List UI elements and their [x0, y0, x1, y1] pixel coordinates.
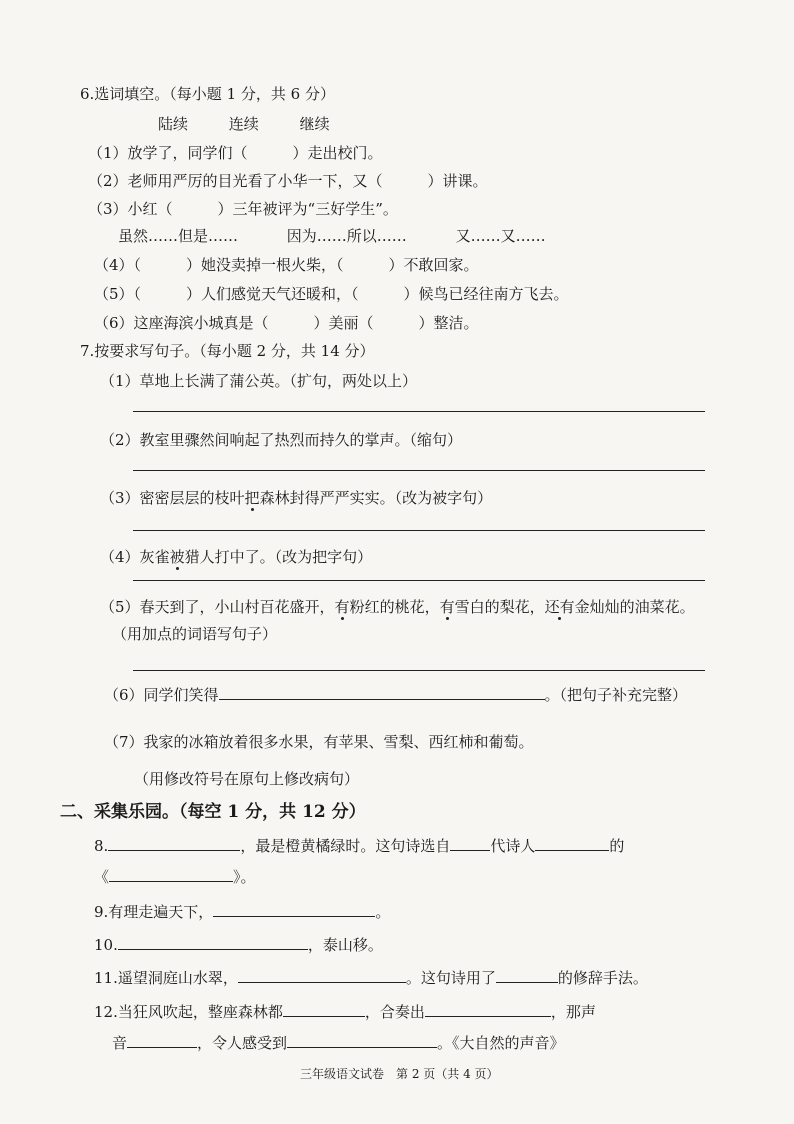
question-text: 。这句诗用了 [405, 969, 496, 987]
question-text: 代诗人 [490, 837, 536, 855]
q6-word-bank-2 [118, 226, 546, 246]
q6-item-6: （6）这座海滨小城真是（ ）美丽（ ）整洁。 [94, 314, 479, 332]
q6-title: 6.选词填空。（每小题 1 分，共 6 分） [80, 85, 335, 103]
answer-line[interactable] [133, 470, 705, 471]
q12-line-2 [112, 1033, 565, 1053]
question-text: 11.遥望洞庭山水翠， [94, 969, 238, 987]
q7-sentence-4 [100, 547, 372, 567]
answer-blank[interactable] [450, 836, 490, 851]
sentence-text: 猎人打中了。（改为把字句） [184, 548, 373, 566]
answer-line[interactable] [133, 580, 705, 581]
answer-blank[interactable] [283, 1002, 365, 1017]
answer-blank[interactable] [238, 968, 406, 983]
answer-blank[interactable] [496, 968, 558, 983]
q6-item-3: （3）小红（ ）三年被评为“三好学生”。 [88, 200, 398, 218]
sentence-text: 金灿灿的油菜花。 [574, 598, 695, 616]
question-text: 9.有理走遍天下， [94, 903, 214, 921]
q6-item-4: （4）（ ）她没卖掉一根火柴，（ ）不敢回家。 [94, 256, 479, 274]
word-option: 陆续 [158, 115, 189, 133]
section-2-title: 二、采集乐园。（每空 1 分，共 12 分） [60, 802, 366, 822]
q7-sentence-5 [100, 597, 695, 617]
question-text: 的 [609, 837, 625, 855]
answer-line[interactable] [133, 530, 705, 531]
question-text: 12.当狂风吹起，整座森林都 [94, 1003, 283, 1021]
q7-sentence-3 [100, 488, 492, 508]
sentence-text: （5）春天到了，小山村百花盛开， [100, 598, 335, 616]
emphasis-dot-word: 还有 [544, 598, 575, 616]
q9 [94, 902, 390, 922]
answer-blank[interactable] [535, 836, 609, 851]
question-text: 。 [375, 903, 391, 921]
sentence-text: 。（把句子补充完整） [544, 686, 688, 704]
answer-blank[interactable] [108, 836, 240, 851]
question-text: 音 [112, 1034, 128, 1052]
word-option: 连续 [228, 115, 259, 133]
q8-line-2 [94, 867, 256, 887]
emphasis-dot-word: 有 [439, 598, 455, 616]
question-text: ，那声 [550, 1003, 596, 1021]
q7-sentence-2: （2）教室里骤然间响起了热烈而持久的掌声。（缩句） [100, 431, 463, 449]
answer-blank[interactable] [287, 1033, 437, 1048]
question-text: ，最是橙黄橘绿时。这句诗选自 [240, 837, 451, 855]
answer-blank[interactable] [213, 902, 375, 917]
sentence-text: （3）密密层层的枝叶 [100, 489, 245, 507]
q6-item-2: （2）老师用严厉的目光看了小华一下，又（ ）讲课。 [88, 172, 488, 190]
sentence-text: 雪白的梨花， [454, 598, 545, 616]
answer-line[interactable] [133, 670, 705, 671]
question-text: ，合奏出 [364, 1003, 425, 1021]
answer-blank[interactable] [109, 867, 233, 882]
sentence-text: 森林封得严严实实。（改为被字句） [259, 489, 493, 507]
q7-sentence-5-note: （用加点的词语写句子） [112, 625, 278, 643]
page-footer: 三年级语文试卷 第 2 页（共 4 页） [300, 1067, 499, 1081]
question-text: ，令人感受到 [197, 1034, 288, 1052]
q8-line-1 [94, 836, 624, 856]
question-text: 《 [94, 868, 110, 886]
word-option: 继续 [299, 115, 330, 133]
q6-item-5: （5）（ ）人们感觉天气还暖和，（ ）候鸟已经往南方飞去。 [94, 285, 569, 303]
q7-title: 7.按要求写句子。（每小题 2 分，共 14 分） [80, 342, 375, 360]
sentence-text: 粉红的桃花， [349, 598, 440, 616]
answer-blank[interactable] [118, 935, 308, 950]
q6-word-bank-1 [158, 114, 330, 134]
q6-item-1: （1）放学了，同学们（ ）走出校门。 [88, 144, 383, 162]
word-option: 又……又…… [455, 227, 546, 245]
question-text: 10. [94, 936, 118, 954]
q7-sentence-6 [104, 685, 687, 705]
answer-line[interactable] [133, 411, 705, 412]
q12-line-1 [94, 1002, 596, 1022]
q7-sentence-7-note: （用修改符号在原句上修改病句） [134, 770, 360, 788]
sentence-text: （4）灰雀 [100, 548, 170, 566]
answer-blank[interactable] [219, 685, 545, 700]
q7-sentence-1: （1）草地上长满了蒲公英。（扩句，两处以上） [100, 372, 418, 390]
question-text: 》。 [233, 868, 256, 886]
question-text: 的修辞手法。 [557, 969, 648, 987]
emphasis-dot-word: 被 [169, 548, 185, 566]
word-option: 因为……所以…… [286, 227, 407, 245]
word-option: 虽然……但是…… [118, 227, 239, 245]
answer-blank[interactable] [127, 1033, 197, 1048]
question-text: 。《大自然的声音》 [437, 1034, 565, 1052]
q10 [94, 935, 383, 955]
q7-sentence-7: （7）我家的冰箱放着很多水果，有苹果、雪梨、西红柿和葡萄。 [104, 733, 534, 751]
sentence-text: （6）同学们笑得 [104, 686, 219, 704]
q11 [94, 968, 648, 988]
answer-blank[interactable] [425, 1002, 551, 1017]
question-text: 8. [94, 837, 109, 855]
question-text: ，泰山移。 [307, 936, 383, 954]
emphasis-dot-word: 有 [334, 598, 350, 616]
emphasis-dot-word: 把 [244, 489, 260, 507]
